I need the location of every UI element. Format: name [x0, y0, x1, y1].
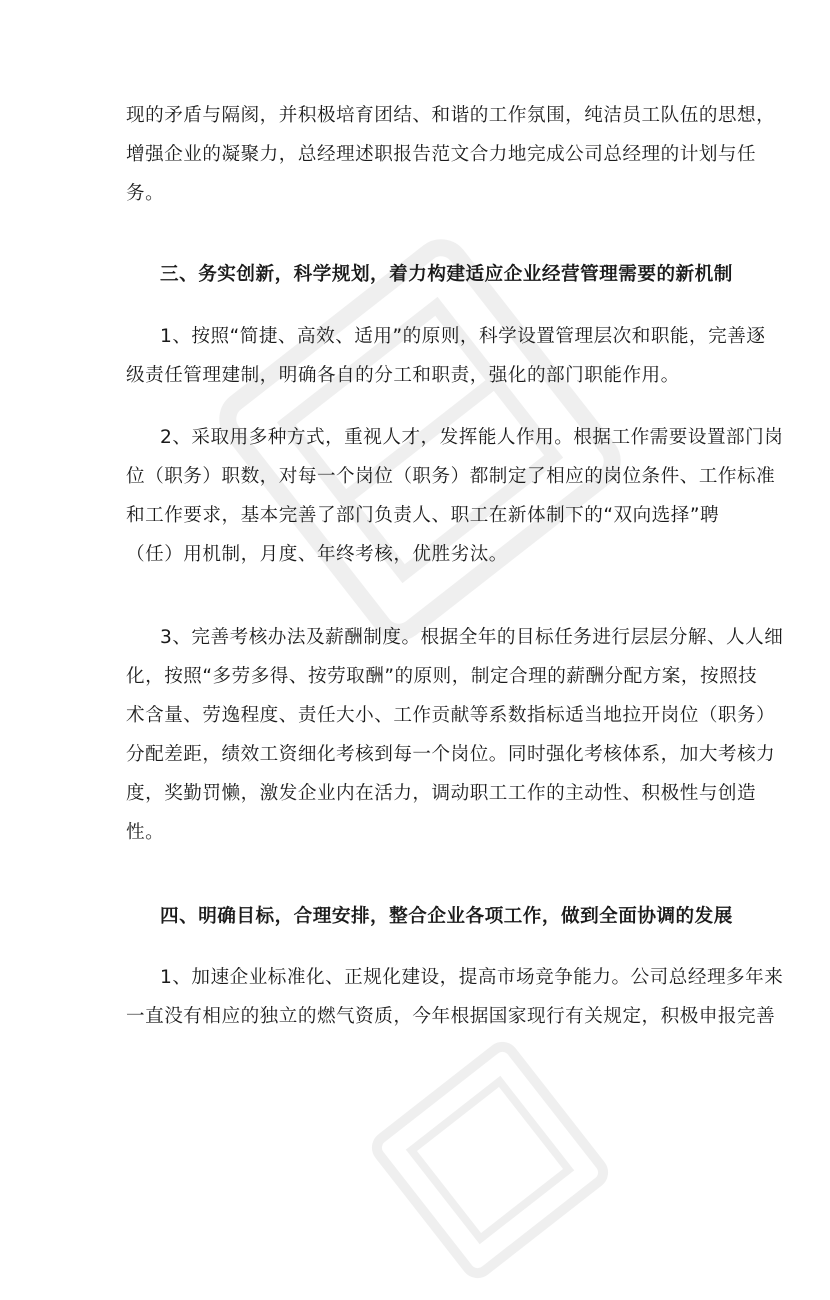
section-paragraph	[126, 317, 766, 395]
text-line: 1、按照“简捷、高效、适用”的原则，科学设置管理层次和职能，完善逐	[160, 326, 766, 347]
text-line: 级责任管理建制，明确各自的分工和职责，强化的部门职能作用。	[126, 365, 680, 386]
text-line: 度，奖勤罚懒，激发企业内在活力，调动职工工作的主动性、积极性与创造	[126, 783, 757, 804]
text-line: 务。	[126, 183, 165, 204]
text-line: （任）用机制，月度、年终考核，优胜劣汰。	[126, 544, 508, 565]
text-line: 和工作要求，基本完善了部门负责人、职工在新体制下的“双向选择”聘	[126, 505, 720, 526]
text-line: 2、采取用多种方式，重视人才，发挥能人作用。根据工作需要设置部门岗	[160, 427, 784, 448]
text-line: 分配差距，绩效工资细化考核到每一个岗位。同时强化考核体系，加大考核力	[126, 744, 776, 765]
text-line: 术含量、劳逸程度、责任大小、工作贡献等系数指标适当地拉开岗位（职务）	[126, 705, 776, 726]
text-line: 位（职务）职数，对每一个岗位（职务）都制定了相应的岗位条件、工作标准	[126, 466, 776, 487]
text-line: 1、加速企业标准化、正规化建设，提高市场竞争能力。公司总经理多年来	[160, 967, 784, 988]
text-line: 增强企业的凝聚力，总经理述职报告范文合力地完成公司总经理的计划与任	[126, 144, 757, 165]
section-paragraph	[126, 418, 784, 574]
text-line: 化，按照“多劳多得、按劳取酬”的原则，制定合理的薪酬分配方案，按照技	[126, 666, 758, 687]
section-heading: 三、务实创新，科学规划，着力构建适应企业经营管理需要的新机制	[160, 264, 733, 285]
text-line: 性。	[126, 822, 165, 843]
text-line: 一直没有相应的独立的燃气资质，今年根据国家现行有关规定，积极申报完善	[126, 1006, 776, 1027]
section-paragraph	[126, 618, 784, 852]
text-line: 3、完善考核办法及薪酬制度。根据全年的目标任务进行层层分解、人人细	[160, 627, 784, 648]
section-heading: 四、明确目标，合理安排，整合企业各项工作，做到全面协调的发展	[160, 906, 733, 927]
watermark-icon	[350, 1020, 631, 1300]
section-paragraph	[126, 958, 784, 1036]
text-line: 现的矛盾与隔阂，并积极培育团结、和谐的工作氛围，纯洁员工队伍的思想，	[126, 105, 776, 126]
intro-paragraph	[126, 96, 776, 213]
